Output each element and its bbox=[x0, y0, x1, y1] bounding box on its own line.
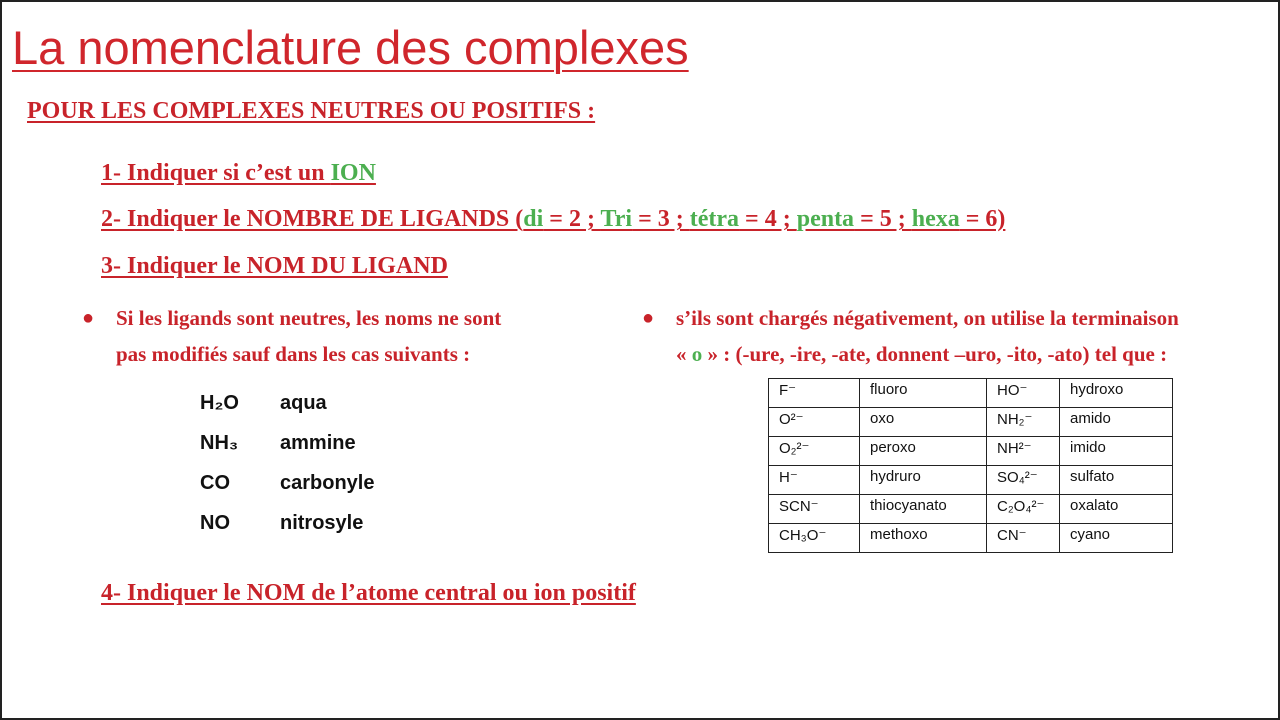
table-cell: HO⁻ bbox=[987, 379, 1060, 408]
table-cell: O²⁻ bbox=[769, 408, 860, 437]
prefix-value: = 6) bbox=[959, 206, 1006, 232]
table-cell: thiocyanato bbox=[860, 495, 987, 524]
bullet-line: Si les ligands sont neutres, les noms ne sont bbox=[116, 306, 502, 330]
table-cell: CN⁻ bbox=[987, 524, 1060, 553]
anionic-ligand-table bbox=[768, 378, 1173, 553]
table-cell: oxo bbox=[860, 408, 987, 437]
suffix-o: o bbox=[691, 342, 703, 366]
bullet-line: « o » : (-ure, -ire, -ate, donnent –uro, -ito, -ato) tel que : bbox=[676, 342, 1168, 366]
ligand-formula: CO bbox=[200, 471, 230, 494]
bullet-line: s’ils sont chargés négativement, on utilise la terminaison bbox=[676, 306, 1179, 330]
step-3: 3- Indiquer le NOM DU LIGAND bbox=[101, 253, 448, 279]
step-4: 4- Indiquer le NOM de l’atome central ou ion positif bbox=[101, 580, 636, 606]
table-cell: sulfato bbox=[1060, 466, 1173, 495]
table-cell: cyano bbox=[1060, 524, 1173, 553]
table-row bbox=[769, 495, 1173, 524]
ligand-name: nitrosyle bbox=[280, 511, 364, 534]
table-row bbox=[769, 466, 1173, 495]
prefix-name: di bbox=[523, 206, 544, 232]
table-cell: F⁻ bbox=[769, 379, 860, 408]
table-cell: NH²⁻ bbox=[987, 437, 1060, 466]
table-cell: hydruro bbox=[860, 466, 987, 495]
ligand-formula: H₂O bbox=[200, 391, 239, 414]
ligand-name: ammine bbox=[280, 431, 356, 454]
table-cell: oxalato bbox=[1060, 495, 1173, 524]
table-cell: fluoro bbox=[860, 379, 987, 408]
step-1-highlight: ION bbox=[330, 160, 376, 186]
step-2-text: 2- Indiquer le NOMBRE DE LIGANDS ( bbox=[101, 206, 524, 232]
ligand-formula: NH₃ bbox=[200, 431, 239, 454]
ligand-name: carbonyle bbox=[280, 471, 375, 494]
page-title: La nomenclature des complexes bbox=[12, 21, 689, 74]
table-cell: SO₄²⁻ bbox=[987, 466, 1060, 495]
table-cell: amido bbox=[1060, 408, 1173, 437]
ligand-name: aqua bbox=[280, 391, 327, 414]
prefix-name: hexa bbox=[911, 206, 960, 232]
list-item bbox=[200, 383, 374, 423]
bullet-neutral-ligands bbox=[82, 300, 501, 372]
prefix-value: = 4 ; bbox=[739, 206, 797, 232]
prefix-value: = 3 ; bbox=[632, 206, 690, 232]
table-cell: imido bbox=[1060, 437, 1173, 466]
list-item bbox=[200, 423, 374, 463]
table-cell: C₂O₄²⁻ bbox=[987, 495, 1060, 524]
prefix-value: = 2 ; bbox=[543, 206, 601, 232]
table-row bbox=[769, 437, 1173, 466]
bullet-line: pas modifiés sauf dans les cas suivants : bbox=[116, 342, 471, 366]
step-2 bbox=[101, 206, 1005, 233]
table-cell: CH₃O⁻ bbox=[769, 524, 860, 553]
prefix-name: tétra bbox=[689, 206, 740, 232]
step-1-text: 1- Indiquer si c’est un bbox=[101, 160, 331, 186]
table-row bbox=[769, 379, 1173, 408]
prefix-name: penta bbox=[796, 206, 855, 232]
section-heading: POUR LES COMPLEXES NEUTRES OU POSITIFS : bbox=[27, 98, 596, 124]
table-cell: O₂²⁻ bbox=[769, 437, 860, 466]
step-1 bbox=[101, 160, 376, 187]
list-item bbox=[200, 503, 374, 543]
table-cell: hydroxo bbox=[1060, 379, 1173, 408]
table-row bbox=[769, 408, 1173, 437]
neutral-ligand-list bbox=[200, 383, 374, 543]
prefix-value: = 5 ; bbox=[854, 206, 912, 232]
table-cell: NH₂⁻ bbox=[987, 408, 1060, 437]
table-cell: peroxo bbox=[860, 437, 987, 466]
bullet-dot-icon: ● bbox=[642, 307, 655, 329]
bullet-dot-icon: ● bbox=[82, 307, 95, 329]
list-item bbox=[200, 463, 374, 503]
table-cell: H⁻ bbox=[769, 466, 860, 495]
table-cell: methoxo bbox=[860, 524, 987, 553]
prefix-name: Tri bbox=[600, 206, 633, 232]
table-cell: SCN⁻ bbox=[769, 495, 860, 524]
ligand-formula: NO bbox=[200, 511, 230, 534]
table-row bbox=[769, 524, 1173, 553]
bullet-anionic-ligands bbox=[642, 300, 1179, 372]
